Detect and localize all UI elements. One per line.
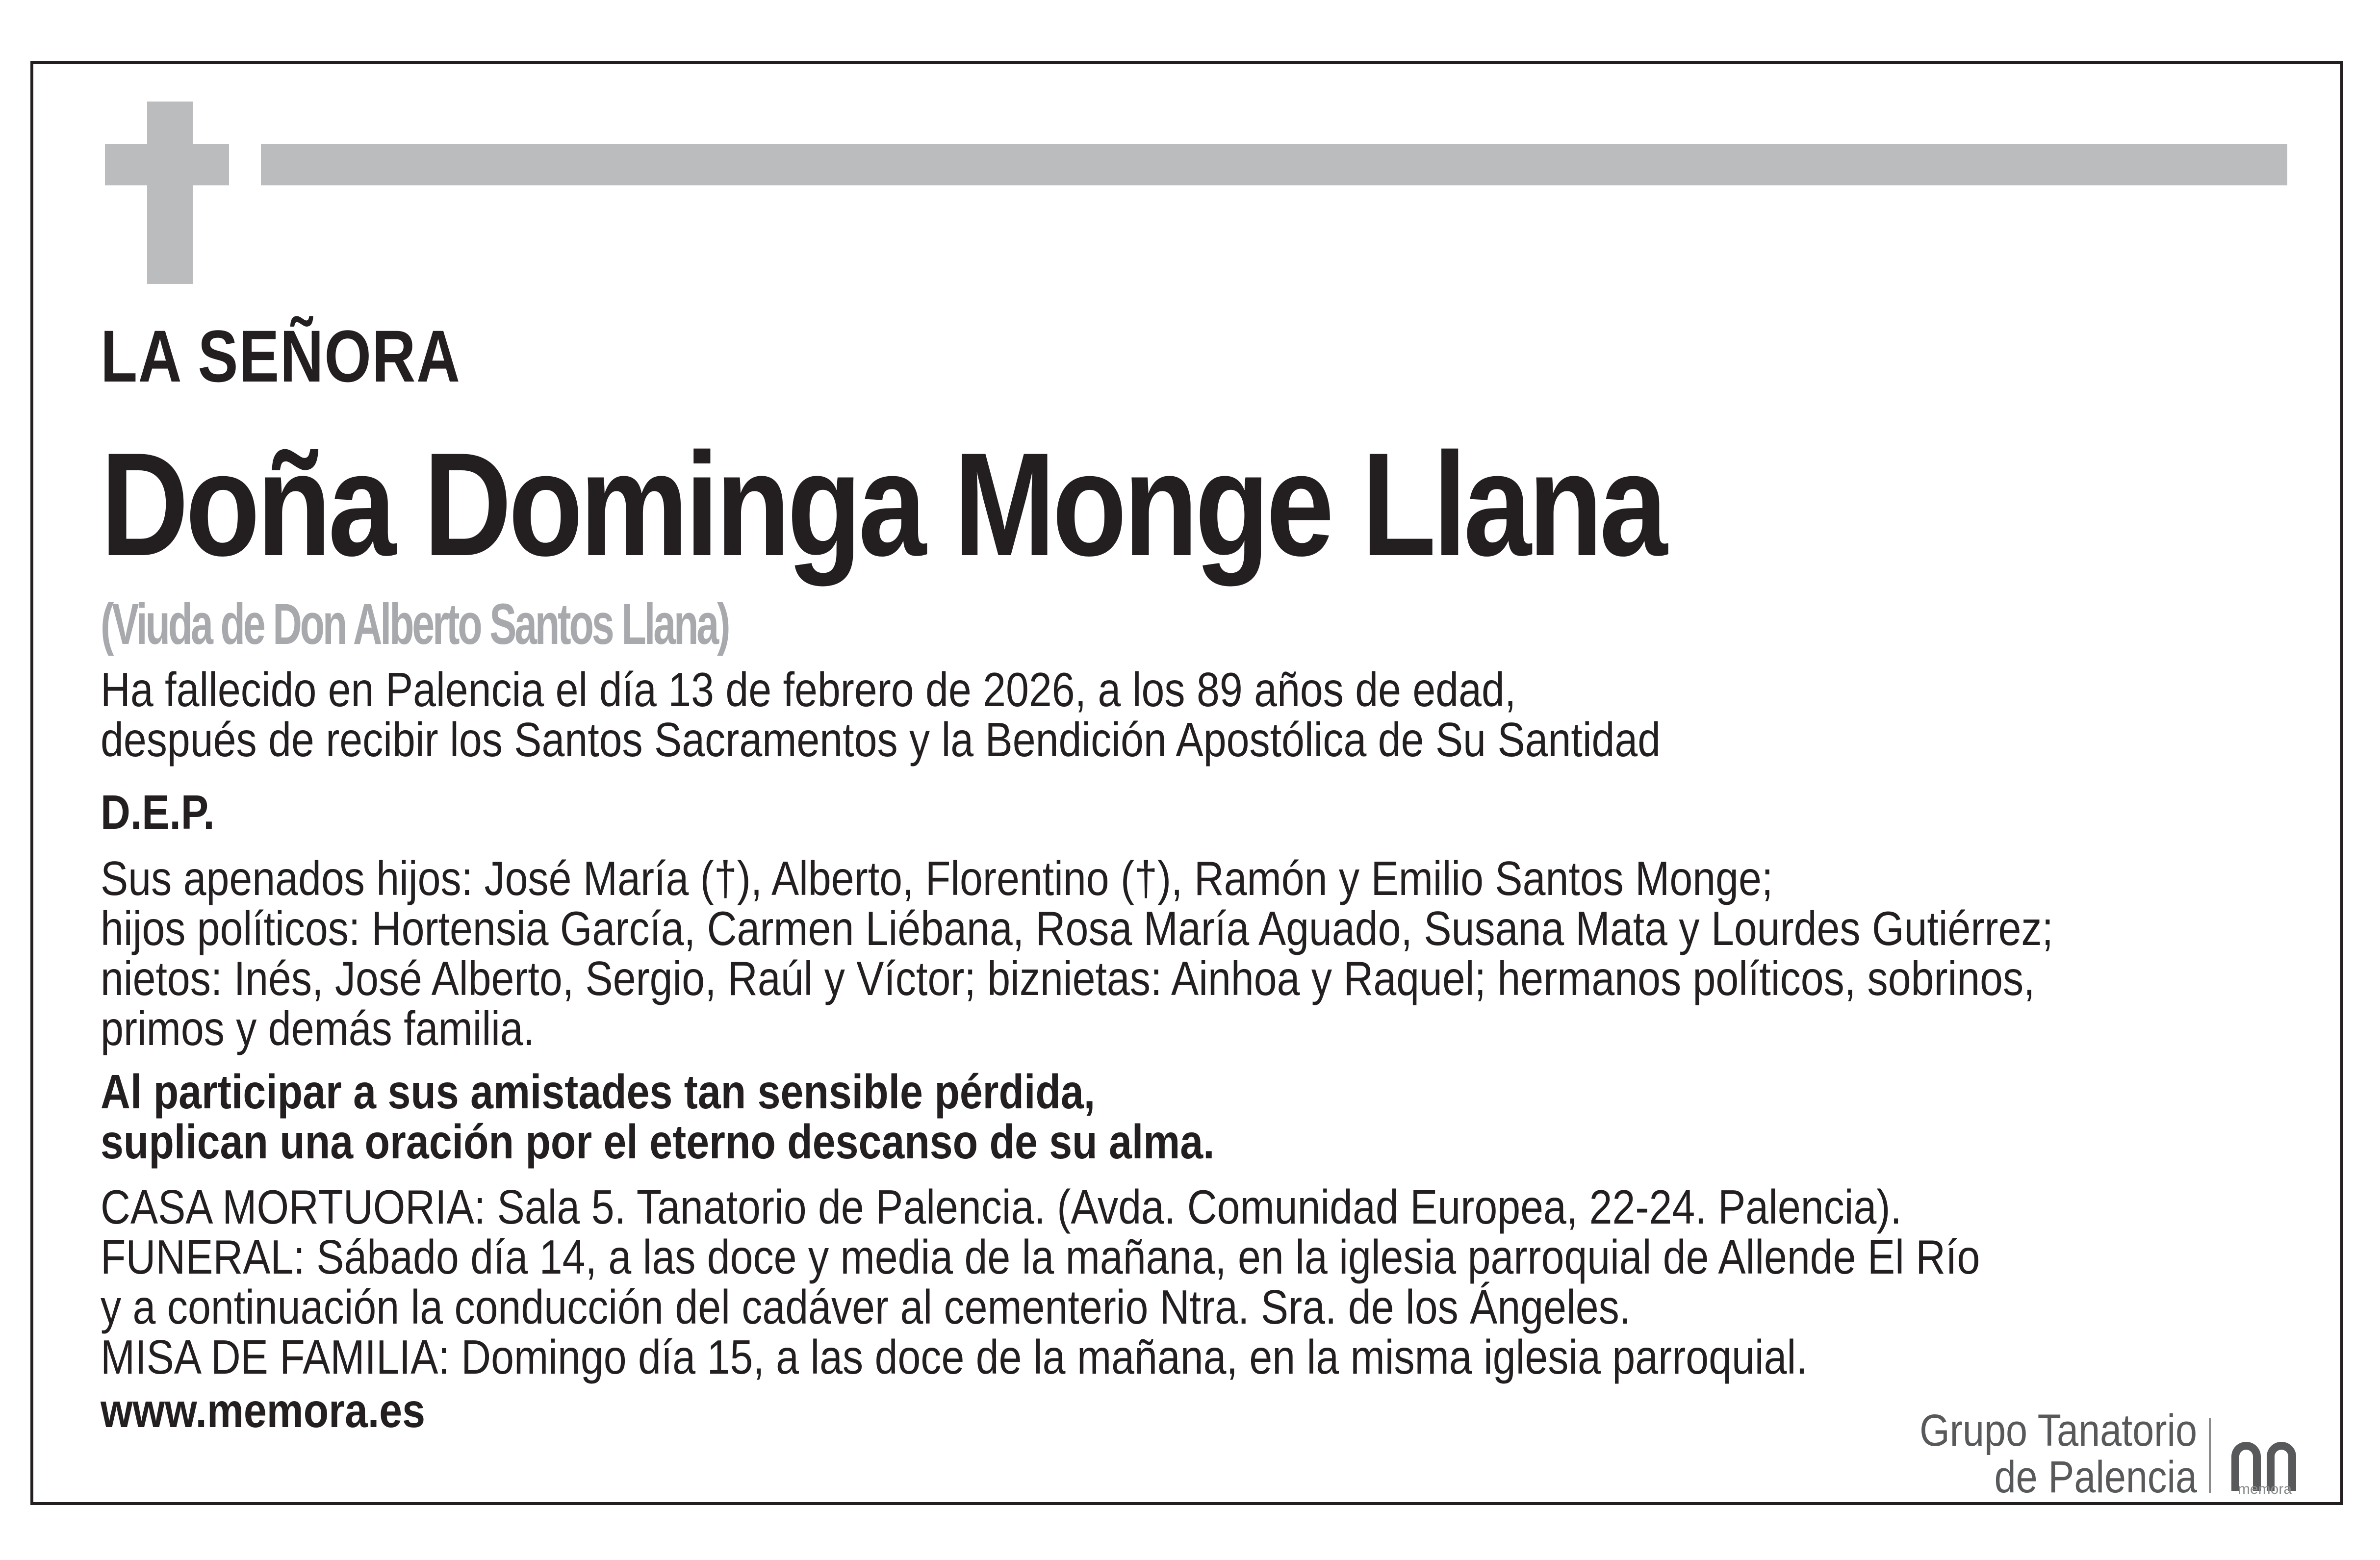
family-block xyxy=(101,853,2053,1053)
cross-icon xyxy=(147,102,193,284)
family-line: nietos: Inés, José Alberto, Sergio, Raúl y Víctor; biznietas: Ainhoa y Raquel; hermanos políticos, sobrinos, xyxy=(101,951,2035,1005)
widow-of: (Viuda de Don Alberto Santos Llana) xyxy=(101,592,729,657)
info-line-misa: MISA DE FAMILIA: Domingo día 15, a las doce de la mañana, en la misma iglesia parroquial. xyxy=(101,1330,1808,1384)
family-line: hijos políticos: Hortensia García, Carmen Liébana, Rosa María Aguado, Susana Mata y Lourdes Gutiérrez; xyxy=(101,901,2053,955)
funeral-home-logo xyxy=(1859,1407,2300,1501)
request-line: Al participar a sus amistades tan sensible pérdida, xyxy=(101,1065,1096,1119)
logo-divider xyxy=(2209,1418,2211,1493)
info-line-casa-mortuoria: CASA MORTUORIA: Sala 5. Tanatorio de Palencia. (Avda. Comunidad Europea, 22-24. Palencia). xyxy=(101,1180,1902,1234)
dep-label: D.E.P. xyxy=(101,785,215,839)
logo-text xyxy=(1919,1407,2197,1501)
info-line-funeral-cont: y a continuación la conducción del cadáver al cementerio Ntra. Sra. de los Ángeles. xyxy=(101,1280,1631,1334)
family-line: Sus apenados hijos: José María (†), Alberto, Florentino (†), Ramón y Emilio Santos Monge; xyxy=(101,851,1773,905)
death-line-1: Ha fallecido en Palencia el día 13 de febrero de 2026, a los 89 años de edad, xyxy=(101,663,1516,716)
request-block xyxy=(101,1067,1215,1167)
info-block xyxy=(101,1182,1980,1382)
death-line-2: después de recibir los Santos Sacramentos y la Bendición Apostólica de Su Santidad xyxy=(101,713,1661,767)
deceased-name: Doña Dominga Monge Llana xyxy=(101,422,1664,587)
website-link[interactable]: www.memora.es xyxy=(101,1383,426,1437)
logo-line-1: Grupo Tanatorio xyxy=(1919,1406,2197,1456)
header-bar xyxy=(261,144,2287,185)
logo-line-2: de Palencia xyxy=(1994,1452,2197,1502)
family-line: primos y demás familia. xyxy=(101,1001,535,1055)
logo-brand: memora xyxy=(2237,1481,2292,1497)
request-line: suplican una oración por el eterno descanso de su alma. xyxy=(101,1115,1215,1169)
info-line-funeral: FUNERAL: Sábado día 14, a las doce y media de la mañana, en la iglesia parroquial de Allende El Río xyxy=(101,1230,1980,1284)
notice-title: LA SEÑORA xyxy=(101,315,461,397)
cross-icon-arm xyxy=(105,144,229,185)
